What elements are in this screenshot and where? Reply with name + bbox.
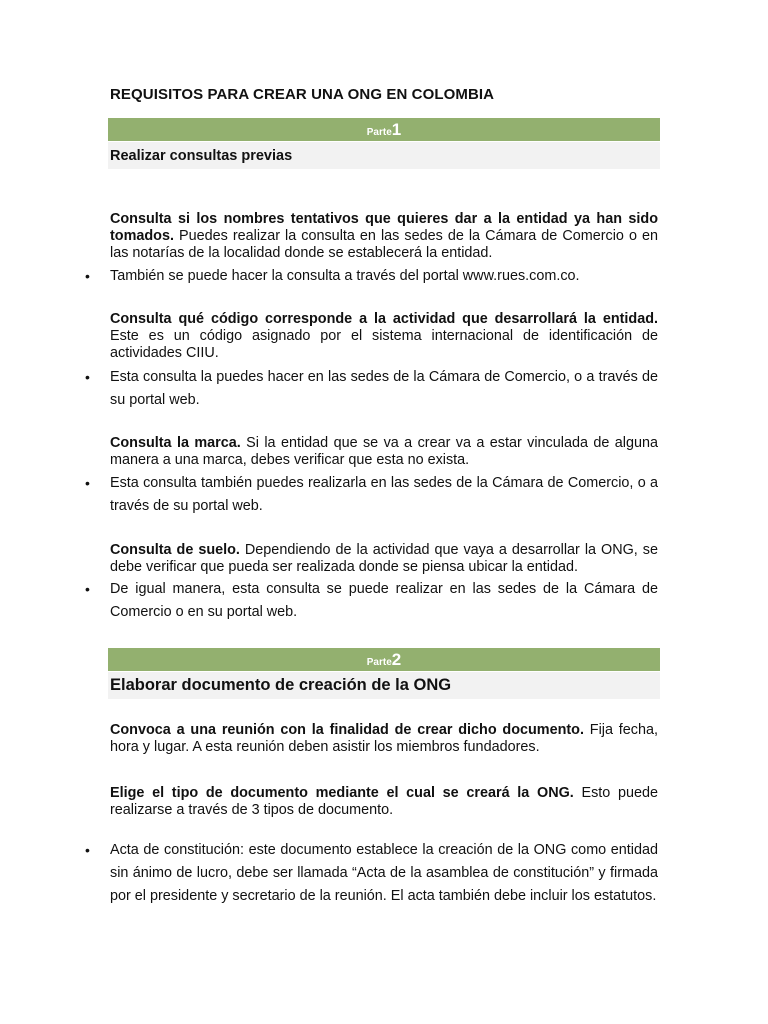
bullet-marker: •: [85, 475, 90, 491]
part-1-paragraph-2: [110, 311, 658, 362]
part-2-label: Parte: [366, 657, 392, 668]
paragraph-body: Esto puede realizarse a través de 3 tipos de documento.: [110, 785, 658, 818]
paragraph-body: Este es un código asignado por el sistema internacional de identificación de actividades CIIU.: [110, 328, 658, 361]
paragraph-bold-lead: Consulta la marca.: [110, 435, 241, 451]
bullet-marker: •: [85, 369, 90, 385]
paragraph-bold-lead: Consulta si los nombres tentativos que quieres dar a la entidad ya han sido tomados.: [110, 211, 658, 244]
paragraph-body: Si la entidad que se va a crear va a estar vinculada de alguna manera a una marca, debes verificar que esta no exista.: [110, 435, 658, 468]
paragraph-bold-lead: Consulta qué código corresponde a la actividad que desarrollará la entidad.: [110, 311, 658, 327]
part-1-heading: Realizar consultas previas: [110, 148, 293, 164]
part-1-label: Parte: [366, 127, 392, 138]
part-1-paragraph-4: [110, 542, 658, 576]
part-1-paragraph-1: [110, 211, 658, 262]
paragraph-bold-lead: Consulta de suelo.: [110, 542, 240, 558]
part-1-header-bar: [108, 118, 660, 141]
part-1-bullet-3: Esta consulta también puedes realizarla en las sedes de la Cámara de Comercio, o a través de su portal web.: [110, 475, 658, 514]
part-1-bullet-4: De igual manera, esta consulta se puede realizar en las sedes de la Cámara de Comercio o en su portal web.: [110, 581, 658, 620]
paragraph-body: Dependiendo de la actividad que vaya a desarrollar la ONG, se debe verificar que pueda ser realizada donde se piensa ubicar la entidad.: [110, 542, 658, 575]
part-2-paragraph-2: [110, 785, 658, 819]
part-1-paragraph-3: [110, 435, 658, 469]
part-2-heading-band: [108, 672, 660, 699]
document-title: REQUISITOS PARA CREAR UNA ONG EN COLOMBIA: [110, 86, 495, 103]
bullet-marker: •: [85, 581, 90, 597]
part-2-paragraph-1: [110, 722, 658, 756]
part-1-bullet-1: También se puede hacer la consulta a través del portal www.rues.com.co.: [110, 268, 580, 284]
part-2-bullet-1: Acta de constitución: este documento establece la creación de la ONG como entidad sin ánimo de lucro, debe ser llamada “Acta de la asamblea de constitución” y firmada por el presidente y secretario de la reunión. El acta también debe incluir los estatutos.: [110, 842, 658, 904]
paragraph-body: Fija fecha, hora y lugar. A esta reunión deben asistir los miembros fundadores.: [110, 722, 658, 755]
part-2-header-bar: [108, 648, 660, 671]
bullet-marker: •: [85, 842, 90, 858]
paragraph-bold-lead: Elige el tipo de documento mediante el cual se creará la ONG.: [110, 785, 574, 801]
paragraph-body: Puedes realizar la consulta en las sedes de la Cámara de Comercio o en las notarías de la localidad donde se establecerá la entidad.: [110, 228, 658, 261]
part-1-bullet-2: Esta consulta la puedes hacer en las sedes de la Cámara de Comercio, o a través de su portal web.: [110, 369, 658, 408]
part-1-number: 1: [391, 120, 402, 139]
part-2-heading: Elaborar documento de creación de la ONG: [110, 676, 452, 694]
part-2-number: 2: [391, 650, 402, 669]
part-1-heading-band: [108, 142, 660, 169]
paragraph-bold-lead: Convoca a una reunión con la finalidad de crear dicho documento.: [110, 722, 584, 738]
bullet-marker: •: [85, 268, 90, 284]
